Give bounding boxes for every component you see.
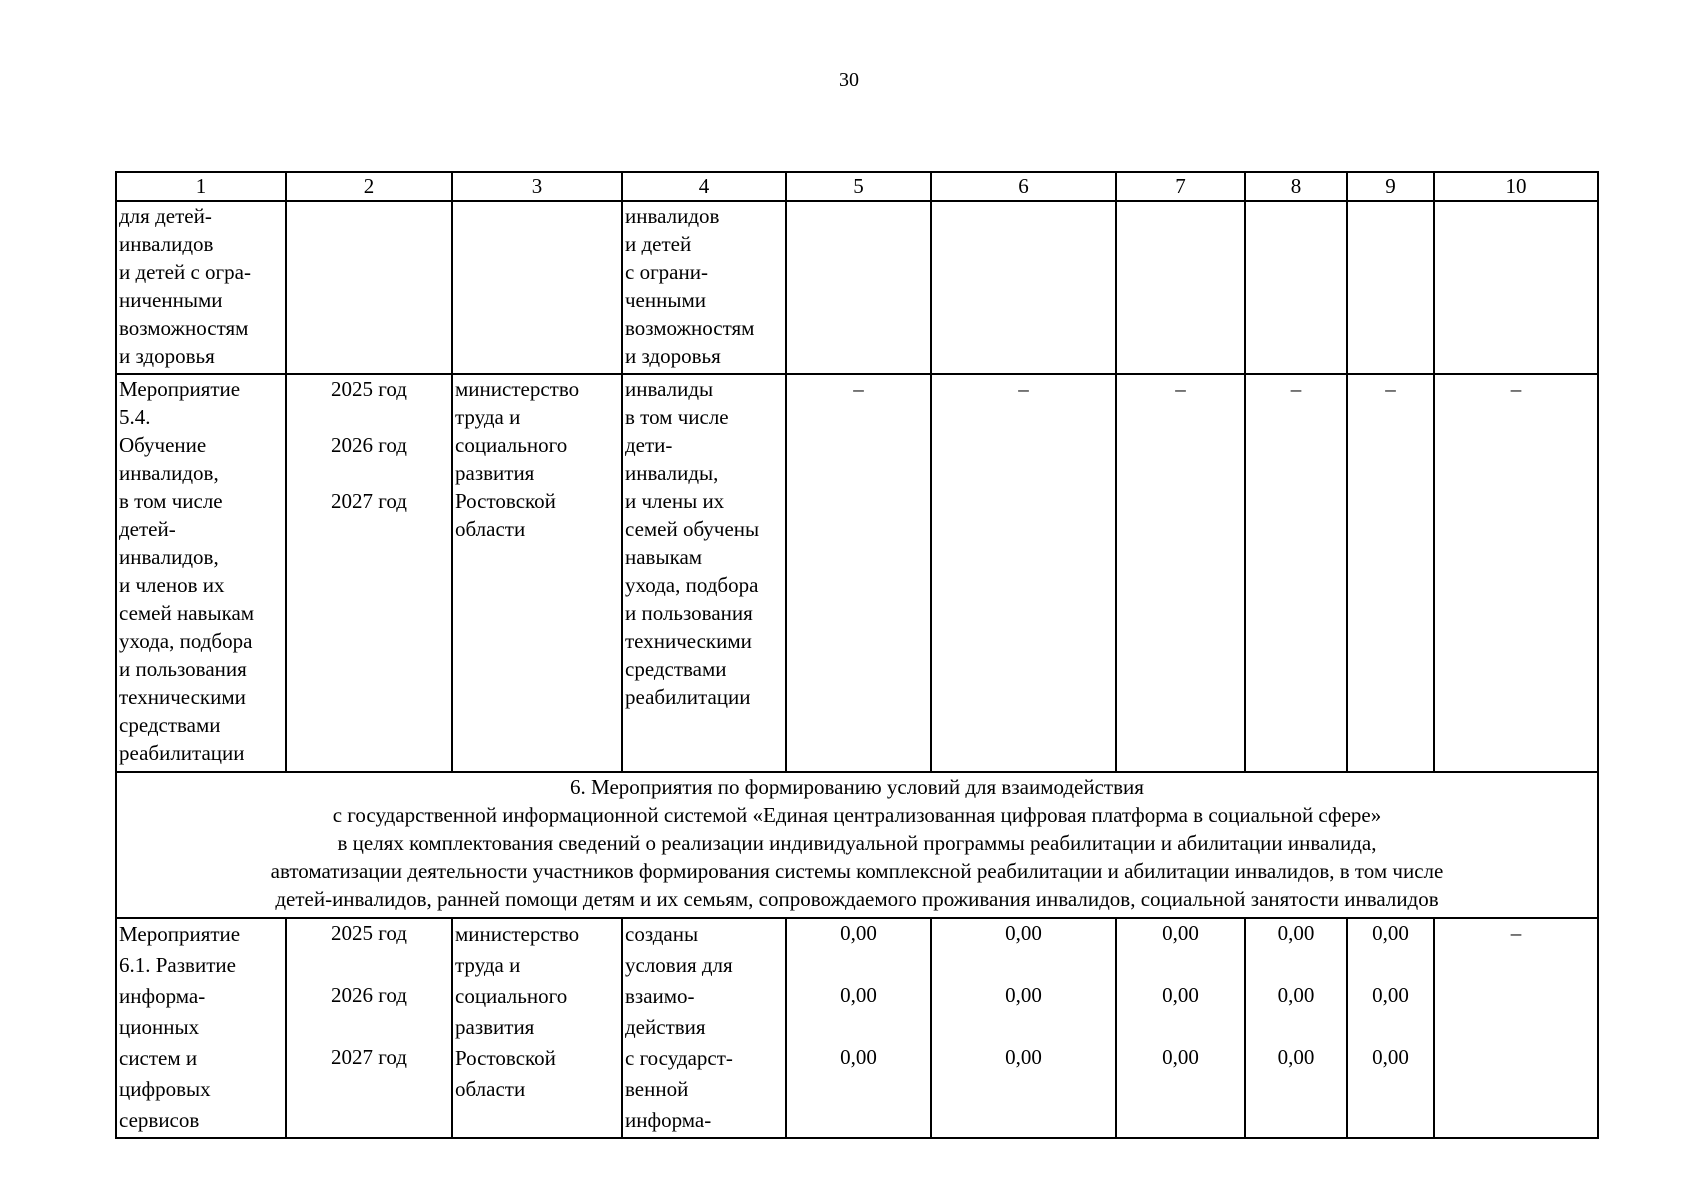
- text-line: Обучение: [119, 433, 207, 457]
- column-header-5: 5: [786, 172, 931, 201]
- value: 0,00: [1162, 1045, 1199, 1069]
- text-line: Мероприятие: [119, 922, 241, 946]
- year-label: 2027 год: [331, 1045, 407, 1069]
- text-line: Мероприятие: [119, 377, 241, 401]
- text-line: социального: [455, 433, 568, 457]
- value: 0,00: [1162, 921, 1199, 945]
- text-line: навыкам: [625, 545, 703, 569]
- text-line: возможностям: [119, 316, 249, 340]
- column-header-4: 4: [622, 172, 786, 201]
- text-line: 5.4.: [119, 405, 151, 429]
- text-line: реабилитации: [119, 741, 245, 765]
- section-line: автоматизации деятельности участников формирования системы комплексной реабилитации и абилитации инвалидов, в том числе: [270, 859, 1444, 883]
- text-line: инвалидов,: [119, 545, 219, 569]
- value-cell: [931, 918, 1116, 1138]
- column-header-3: 3: [452, 172, 622, 201]
- text-line: ухода, подбора: [625, 573, 759, 597]
- text-line: созданы: [625, 922, 699, 946]
- dash-cell: –: [1116, 374, 1245, 772]
- year-label: 2025 год: [331, 921, 407, 945]
- text-line: сервисов: [119, 1108, 200, 1132]
- page-number: 30: [839, 69, 859, 91]
- executor-cell: [452, 918, 622, 1138]
- year-label: 2025 год: [331, 377, 407, 401]
- column-header-6: 6: [931, 172, 1116, 201]
- dash-cell: –: [1245, 374, 1347, 772]
- text-line: техническими: [119, 685, 246, 709]
- dash-cell: –: [1434, 374, 1598, 772]
- text-line: с ограни-: [625, 260, 708, 284]
- text-line: социального: [455, 984, 568, 1008]
- text-line: ниченными: [119, 288, 223, 312]
- value: 0,00: [1277, 983, 1315, 1007]
- text-line: труда и: [455, 405, 521, 429]
- section-line: 6. Мероприятия по формированию условий для взаимодействия: [570, 775, 1144, 799]
- value-cell: [1245, 918, 1347, 1138]
- executor-cell: [452, 374, 622, 772]
- activity-name-cell: [116, 374, 286, 772]
- text-line: техническими: [625, 629, 752, 653]
- value: 0,00: [1005, 1045, 1042, 1069]
- empty-cell: [1434, 201, 1598, 374]
- text-line: реабилитации: [625, 685, 751, 709]
- activities-table: [115, 171, 1599, 1139]
- value: 0,00: [840, 1045, 877, 1069]
- year-label: 2027 год: [331, 489, 407, 513]
- empty-cell: [931, 201, 1116, 374]
- text-line: ционных: [119, 1015, 200, 1039]
- column-header-2: 2: [286, 172, 452, 201]
- text-line: области: [455, 1077, 526, 1101]
- text-line: средствами: [625, 657, 727, 681]
- table-row-activity-5-4: [116, 374, 1598, 772]
- text-line: инвалиды,: [625, 461, 719, 485]
- result-cell: [622, 201, 786, 374]
- text-line: инвалидов,: [119, 461, 219, 485]
- empty-cell: [1116, 201, 1245, 374]
- activity-name-cell: [116, 918, 286, 1138]
- result-cell: [622, 374, 786, 772]
- section-line: с государственной информационной системой «Единая централизованная цифровая платформа в социальной сфере»: [332, 803, 1382, 827]
- empty-cell: [452, 201, 622, 374]
- empty-cell: [1347, 201, 1434, 374]
- text-line: труда и: [455, 953, 521, 977]
- result-cell: [622, 918, 786, 1138]
- dash-cell: –: [786, 374, 931, 772]
- text-line: и пользования: [119, 657, 247, 681]
- text-line: инвалидов: [625, 204, 720, 228]
- text-line: ченными: [625, 288, 706, 312]
- text-line: детей-: [119, 517, 176, 541]
- value: 0,00: [1372, 983, 1409, 1007]
- text-line: Ростовской: [455, 489, 556, 513]
- column-header-8: 8: [1245, 172, 1347, 201]
- text-line: действия: [625, 1015, 706, 1039]
- value: 0,00: [1005, 921, 1042, 945]
- text-line: и здоровья: [625, 344, 721, 368]
- text-line: и члены их: [625, 489, 725, 513]
- year-label: 2026 год: [331, 983, 407, 1007]
- column-header-9: 9: [1347, 172, 1434, 201]
- text-line: министерство: [455, 377, 580, 401]
- text-line: инвалидов: [119, 232, 214, 256]
- text-line: в том числе: [119, 489, 223, 513]
- text-line: средствами: [119, 713, 221, 737]
- years-cell: [286, 918, 452, 1138]
- section-line: в целях комплектования сведений о реализации индивидуальной программы реабилитации и абилитации инвалида,: [337, 831, 1377, 855]
- column-header-10: 10: [1434, 172, 1598, 201]
- value: 0,00: [840, 983, 877, 1007]
- column-header-7: 7: [1116, 172, 1245, 201]
- table-row-continuation: [116, 201, 1598, 374]
- text-line: дети-: [625, 433, 673, 457]
- text-line: области: [455, 517, 526, 541]
- value-cell: [1116, 918, 1245, 1138]
- text-line: венной: [625, 1077, 689, 1101]
- text-line: цифровых: [119, 1077, 211, 1101]
- text-line: семей навыкам: [119, 601, 255, 625]
- dash-cell: –: [1347, 374, 1434, 772]
- empty-cell: [786, 201, 931, 374]
- text-line: взаимо-: [625, 984, 695, 1008]
- section-line: детей-инвалидов, ранней помощи детям и их семьям, сопровождаемого проживания инвалидов, социальной занятости инвалидов: [275, 887, 1439, 911]
- column-number-row: [116, 172, 1598, 201]
- text-line: ухода, подбора: [119, 629, 253, 653]
- text-line: Ростовской: [455, 1046, 556, 1070]
- text-line: информа-: [119, 984, 206, 1008]
- empty-cell: [1245, 201, 1347, 374]
- text-line: 6.1. Развитие: [119, 953, 236, 977]
- text-line: и детей: [625, 232, 692, 256]
- empty-cell: [286, 201, 452, 374]
- text-line: министерство: [455, 922, 580, 946]
- text-line: семей обучены: [625, 517, 760, 541]
- table-row-activity-6-1: [116, 918, 1598, 1138]
- text-line: и детей с огра-: [119, 260, 251, 284]
- value: 0,00: [1372, 921, 1409, 945]
- text-line: в том числе: [625, 405, 729, 429]
- section-6-heading: [116, 772, 1598, 918]
- value-cell: [1347, 918, 1434, 1138]
- value: 0,00: [1277, 921, 1315, 945]
- value: 0,00: [840, 921, 877, 945]
- text-line: систем и: [119, 1046, 198, 1070]
- text-line: развития: [455, 461, 535, 485]
- value: 0,00: [1277, 1045, 1315, 1069]
- value: 0,00: [1162, 983, 1199, 1007]
- year-label: 2026 год: [331, 433, 407, 457]
- dash-cell: –: [1434, 918, 1598, 1138]
- column-header-1: 1: [116, 172, 286, 201]
- text-line: развития: [455, 1015, 535, 1039]
- activity-name-cell: [116, 201, 286, 374]
- value: 0,00: [1005, 983, 1042, 1007]
- value: 0,00: [1372, 1045, 1409, 1069]
- text-line: с государст-: [625, 1046, 733, 1070]
- text-line: инвалиды: [625, 377, 714, 401]
- section-6-row: [116, 772, 1598, 918]
- text-line: информа-: [625, 1108, 712, 1132]
- text-line: и пользования: [625, 601, 753, 625]
- dash-cell: –: [931, 374, 1116, 772]
- text-line: и членов их: [119, 573, 225, 597]
- value-cell: [786, 918, 931, 1138]
- years-cell: [286, 374, 452, 772]
- text-line: для детей-: [119, 204, 212, 228]
- text-line: условия для: [625, 953, 733, 977]
- text-line: и здоровья: [119, 344, 215, 368]
- text-line: возможностям: [625, 316, 755, 340]
